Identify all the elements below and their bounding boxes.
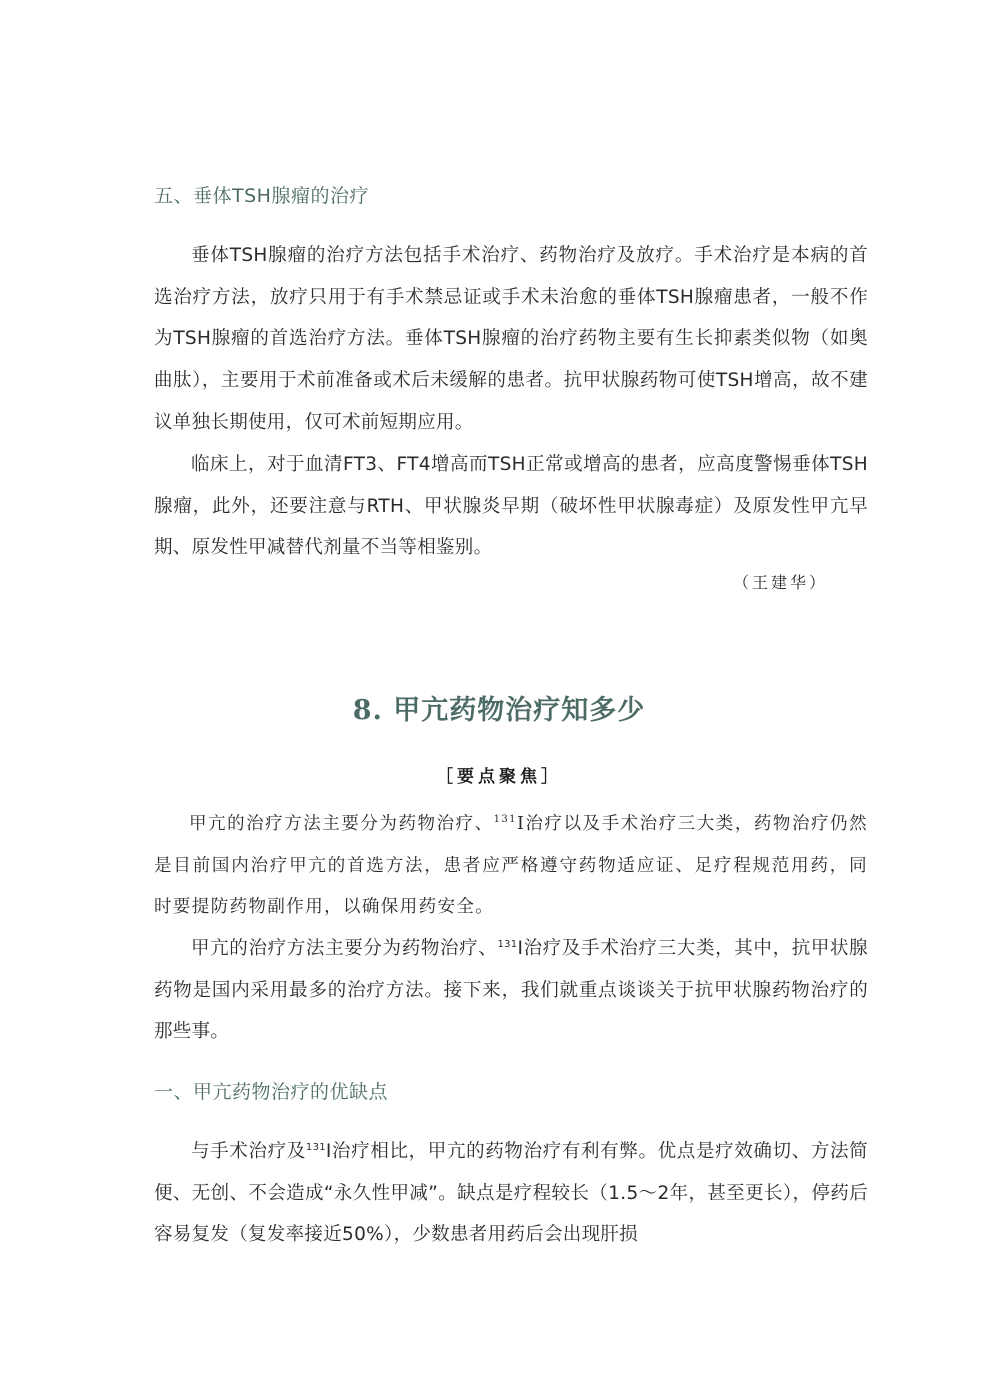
isotope-superscript: 131: [497, 939, 518, 950]
section-5-paragraph-2: 临床上，对于血清FT3、FT4增高而TSH正常或增高的患者，应高度警惕垂体TSH腺瘤，此外，还要注意与RTH、甲状腺炎早期（破坏性甲状腺毒症）及原发性甲亢早期、原发性甲减替代剂量不当等相鉴别。: [154, 454, 868, 559]
section-1-paragraph-1: [154, 1131, 868, 1256]
summary-text-start: 甲亢的治疗方法主要分为药物治疗、: [189, 814, 494, 834]
chapter-intro-paragraph: [154, 928, 868, 1053]
intro-text-end: I治疗及手术治疗三大类，其中，抗甲状腺药物是国内采用最多的治疗方法。接下来，我们就重点谈谈关于抗甲状腺药物治疗的那些事。: [154, 938, 868, 1043]
key-points-summary: [154, 804, 868, 929]
pros-cons-text-end: I治疗相比，甲亢的药物治疗有利有弊。优点是疗效确切、方法简便、无创、不会造成“永久性甲减”。缺点是疗程较长（1.5～2年，甚至更长），停药后容易复发（复发率接近50%），少数患者用药后会出现肝损: [154, 1141, 868, 1246]
chapter-title: 8. 甲亢药物治疗知多少: [352, 695, 646, 726]
section-5-paragraph-1: 垂体TSH腺瘤的治疗方法包括手术治疗、药物治疗及放疗。手术治疗是本病的首选治疗方法，放疗只用于有手术禁忌证或手术未治愈的垂体TSH腺瘤患者，一般不作为TSH腺瘤的首选治疗方法。垂体TSH腺瘤的治疗药物主要有生长抑素类似物（如奥曲肽），主要用于术前准备或术后未缓解的患者。抗甲状腺药物可使TSH增高，故不建议单独长期使用，仅可术前短期应用。: [154, 245, 868, 433]
section-1-heading: 一、甲亢药物治疗的优缺点: [154, 1081, 389, 1103]
intro-text-start: 甲亢的治疗方法主要分为药物治疗、: [191, 938, 498, 959]
isotope-superscript: 131: [305, 1142, 326, 1153]
pros-cons-text-start: 与手术治疗及: [191, 1141, 306, 1162]
section-5-heading: 五、垂体TSH腺瘤的治疗: [154, 185, 369, 207]
key-points-label: ［要点聚焦］: [436, 767, 562, 787]
isotope-superscript: 131: [493, 814, 517, 825]
summary-text-end: I治疗以及手术治疗三大类，药物治疗仍然是目前国内治疗甲亢的首选方法，患者应严格遵守药物适应证、足疗程规范用药，同时要提防药物副作用，以确保用药安全。: [154, 814, 868, 918]
author-credit: （王建华）: [732, 573, 828, 592]
